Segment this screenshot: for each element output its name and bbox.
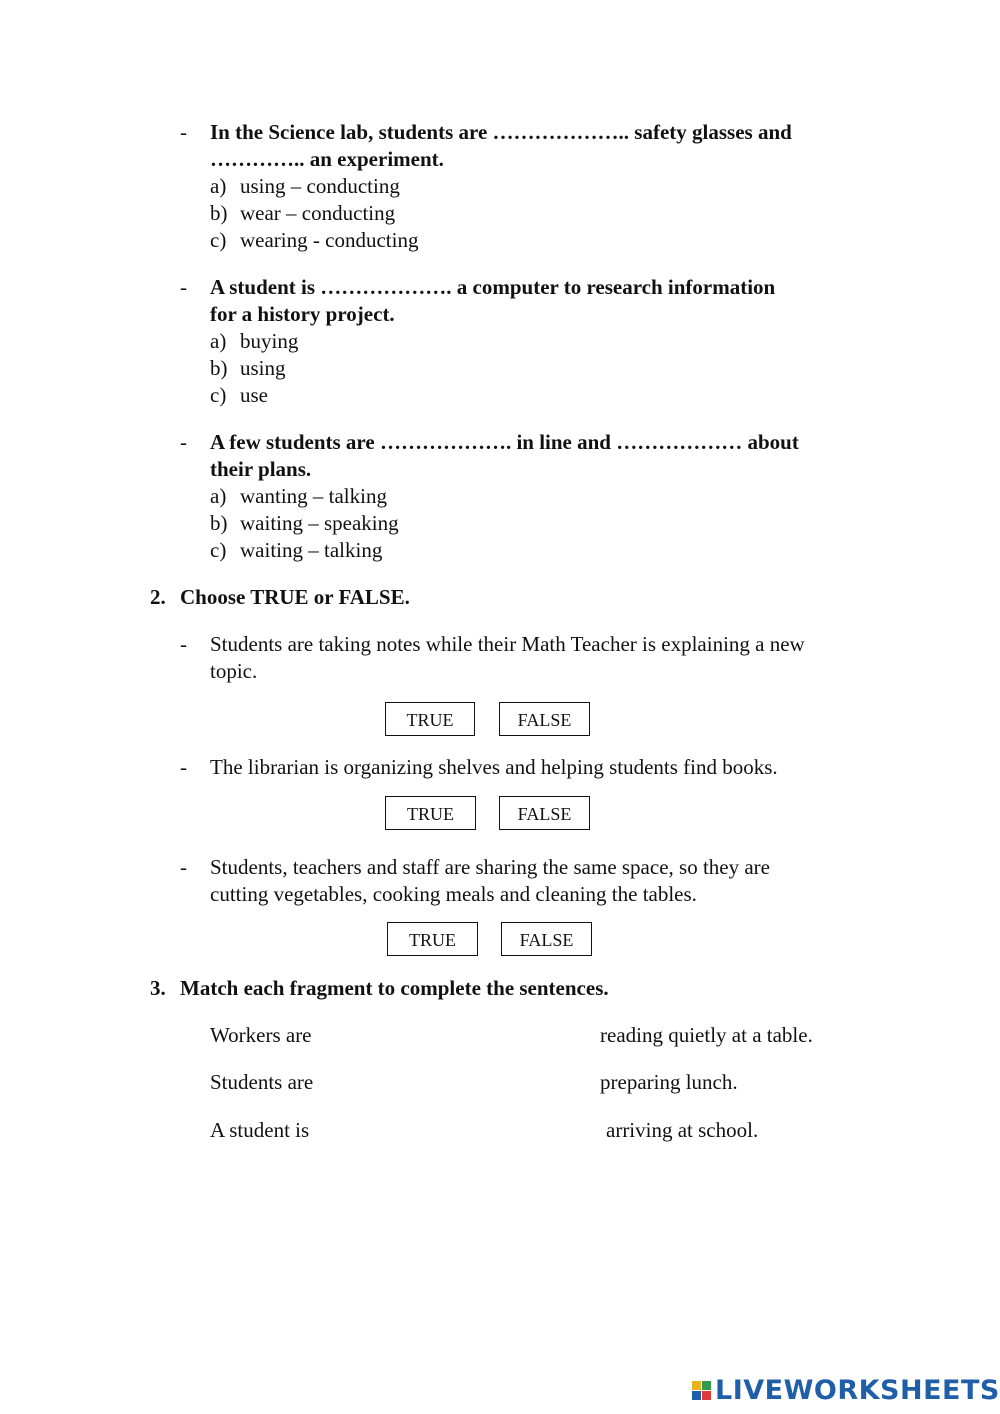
logo-text: LIVEWORKSHEETS	[715, 1374, 1000, 1406]
question-text-line: A few students are ………………. in line and ……………… about	[210, 430, 799, 454]
bullet-dash: -	[180, 120, 187, 144]
section-title: Choose TRUE or FALSE.	[180, 585, 410, 609]
option-text: using	[240, 356, 286, 380]
answer-option[interactable]	[210, 329, 298, 354]
option-letter: c)	[210, 383, 227, 407]
logo-square	[692, 1391, 701, 1400]
logo-square	[692, 1381, 701, 1390]
statement-text-line: Students are taking notes while their Math Teacher is explaining a new	[210, 632, 805, 656]
answer-option[interactable]	[210, 356, 286, 381]
answer-option[interactable]	[210, 228, 418, 253]
option-letter: c)	[210, 228, 227, 252]
section-title: Match each fragment to complete the sentences.	[180, 976, 609, 1000]
option-text: waiting – talking	[240, 538, 383, 562]
logo-mark-icon	[692, 1381, 711, 1400]
match-right-fragment[interactable]: arriving at school.	[606, 1118, 759, 1142]
option-text: wear – conducting	[240, 201, 396, 225]
false-button[interactable]: FALSE	[501, 922, 592, 956]
match-left-fragment[interactable]: A student is	[210, 1118, 310, 1142]
answer-option[interactable]	[210, 511, 399, 536]
answer-option[interactable]	[210, 174, 400, 199]
answer-option[interactable]	[210, 484, 387, 509]
option-text: waiting – speaking	[240, 511, 399, 535]
section-number: 3.	[150, 976, 166, 1000]
match-right-fragment[interactable]: preparing lunch.	[600, 1070, 738, 1094]
bullet-dash: -	[180, 755, 187, 779]
question-text-line: their plans.	[210, 457, 312, 481]
match-left-fragment[interactable]: Workers are	[210, 1023, 312, 1047]
false-button[interactable]: FALSE	[499, 796, 590, 830]
statement-text-line: The librarian is organizing shelves and helping students find books.	[210, 755, 778, 779]
option-letter: b)	[210, 356, 228, 380]
section-number: 2.	[150, 585, 166, 609]
option-text: buying	[240, 329, 299, 353]
match-left-fragment[interactable]: Students are	[210, 1070, 314, 1094]
option-text: use	[240, 383, 268, 407]
answer-option[interactable]	[210, 201, 395, 226]
option-text: wearing - conducting	[240, 228, 419, 252]
question-text-line: A student is ………………. a computer to research information	[210, 275, 776, 299]
logo-square	[702, 1381, 711, 1390]
true-button[interactable]: TRUE	[385, 702, 475, 736]
question-text-line: for a history project.	[210, 302, 395, 326]
statement-text-line: topic.	[210, 659, 258, 683]
bullet-dash: -	[180, 855, 187, 879]
bullet-dash: -	[180, 430, 187, 454]
bullet-dash: -	[180, 632, 187, 656]
question-text-line: ………….. an experiment.	[210, 147, 444, 171]
statement-text-line: cutting vegetables, cooking meals and cleaning the tables.	[210, 882, 697, 906]
true-button[interactable]: TRUE	[387, 922, 478, 956]
bullet-dash: -	[180, 275, 187, 299]
answer-option[interactable]	[210, 383, 268, 408]
option-letter: a)	[210, 329, 227, 353]
option-letter: b)	[210, 511, 228, 535]
answer-option[interactable]	[210, 538, 382, 563]
option-letter: a)	[210, 484, 227, 508]
option-text: using – conducting	[240, 174, 400, 198]
option-letter: a)	[210, 174, 227, 198]
option-letter: c)	[210, 538, 227, 562]
match-right-fragment[interactable]: reading quietly at a table.	[600, 1023, 813, 1047]
option-text: wanting – talking	[240, 484, 387, 508]
question-text-line: In the Science lab, students are ……………….. safety glasses and	[210, 120, 792, 144]
false-button[interactable]: FALSE	[499, 702, 590, 736]
liveworksheets-logo	[692, 1372, 1000, 1408]
statement-text-line: Students, teachers and staff are sharing the same space, so they are	[210, 855, 770, 879]
true-button[interactable]: TRUE	[385, 796, 476, 830]
option-letter: b)	[210, 201, 228, 225]
logo-square	[702, 1391, 711, 1400]
